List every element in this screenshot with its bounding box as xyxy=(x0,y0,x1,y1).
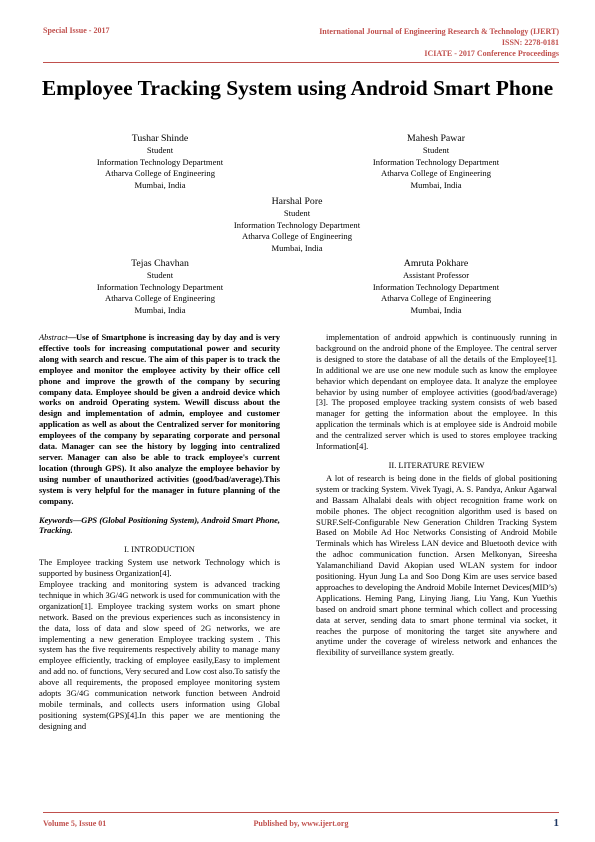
author-dept: Information Technology Department xyxy=(372,281,500,292)
intro-paragraph-continued: implementation of android appwhich is continuously running in background on the android phone of the Employee. The central server is designed to store the database of all the details of the Employee[1]. In additional we are use one new module such as know the employee behavior which dependant on employee data. It analyze the employee behavior by using number of employee activities (good/bad/average)[3]. The proposed employee tracking system consists of web based manager for getting the information about the employee. In this application the terminals which is at employee side is Android mobile and the centralized server which is used to stores employee tracking Information[4]. xyxy=(316,332,557,452)
abstract-text: —Use of Smartphone is increasing day by day and is very effective tools for increasing computational power and security along with search and rescue. The aim of this paper is to track the employee and monitor the employee activity by their office cell phone and improve the growth of the company by securing company data. Employee should be given a android device which works on android Operating system. Wewill discuss about the design and implementation of admin, employee and customer application as well as about the Centralized server for monitoring employees of the company by separating corporate and personal data. Manager can see the history by logging into centralized server. Manager can also be able to track employee's current location (through GPS). It also analyze the employee behavior by using number of unauthorized activities (good/bad/average).This system is very helpful for the manager in future planning of the company. xyxy=(39,332,280,506)
section-heading-introduction: I. INTRODUCTION xyxy=(124,544,195,555)
page-header xyxy=(43,26,559,62)
paper-title: Employee Tracking System using Android Smart Phone xyxy=(41,76,554,100)
author-college: Atharva College of Engineering xyxy=(241,231,352,242)
author-dept: Information Technology Department xyxy=(233,219,361,230)
author-city: Mumbai, India xyxy=(134,305,186,316)
author-role: Student xyxy=(283,207,311,218)
special-issue-label: Special Issue - 2017 xyxy=(43,26,110,35)
author-city: Mumbai, India xyxy=(410,180,462,191)
section-heading-literature-review: II. LITERATURE REVIEW xyxy=(388,459,485,470)
journal-name: International Journal of Engineering Research & Technology (IJERT) xyxy=(319,27,559,36)
footer-divider xyxy=(43,812,559,813)
author-college: Atharva College of Engineering xyxy=(380,293,491,304)
conference-name: ICIATE - 2017 Conference Proceedings xyxy=(424,49,559,58)
author-name: Tejas Chavhan xyxy=(131,258,189,269)
right-column xyxy=(316,332,557,658)
author-city: Mumbai, India xyxy=(134,180,186,191)
author-block xyxy=(336,133,536,192)
page-footer xyxy=(43,817,559,831)
author-role: Student xyxy=(146,144,174,155)
author-role: Student xyxy=(146,269,174,280)
author-city: Mumbai, India xyxy=(271,243,323,254)
intro-paragraph: The Employee tracking System use network Technology which is supported by business Organization[4]. xyxy=(39,557,280,579)
author-name: Mahesh Pawar xyxy=(407,133,465,144)
author-role: Student xyxy=(422,144,450,155)
author-name: Harshal Pore xyxy=(271,196,323,207)
author-block xyxy=(336,258,536,317)
header-divider xyxy=(43,62,559,63)
literature-paragraph: A lot of research is being done in the fields of global positioning system or tracking System. Vivek Tyagi, A. S. Pandya, Ankur Agarwal and Bassam Alhalabi deals with object recognition frame work on mobile phones. The object recognition algorithm used is based on SURF.Self-Configurable New Generation Children Tracking System Based on Mobile Ad Hoc Networks Consisting of Android Mobile Terminals which has Wireless LAN device and Bluetooth device with the adhoc communication function. Arsen Melkonyan, Sireesha Yalamanchiliand David Akopian used WLAN system for indoor positioning. Hyun Jung La and Soo Dong Kim are uses service based approaches to developing the Android Mobile Internet Devices(MID’s) Applications. Heming Pang, Linying Jiang, Liu Yang, Kun Yuethis based on android smart phone terminal which collect and processing data at server, sending data to smart phone terminal via socket, it reaches the purpose of monitoring the target site anywhere and anytime under the coverage of wireless network and enhances the flexibility of surveillance system greatly. xyxy=(316,472,557,658)
author-name: Tushar Shinde xyxy=(131,133,189,144)
author-dept: Information Technology Department xyxy=(96,156,224,167)
author-block xyxy=(60,133,260,192)
intro-paragraph: Employee tracking and monitoring system is advanced tracking technique in which 3G/4G network is used for communication with the organization[1]. Employee tracking system works on smart phone network. Based on the previous experiences such as inconsistency in the data, loss of data and slow speed of 2G networks, we are implementing a new generation Employee tracking system . This system has the five requirements respectively ability to manage many employee efficiently, tracking of employee easily,Easy to implement and add no. of functions, Very secured and Low cost also.To satisfy the above all requirements, the proposed employee monitoring system adopts 3G/4G communication network function between Android mobile terminals, and collects users information using Global positioning system(GPS)[4].In this paper we are mentioning the designing and xyxy=(39,579,280,731)
author-block xyxy=(60,258,260,317)
page-number: 1 xyxy=(553,817,559,829)
abstract-lead: Abstract xyxy=(39,332,68,342)
publisher-link[interactable]: Published by, www.ijert.org xyxy=(253,819,349,828)
author-dept: Information Technology Department xyxy=(372,156,500,167)
author-college: Atharva College of Engineering xyxy=(380,168,491,179)
abstract xyxy=(39,332,280,507)
keywords: Keywords—GPS (Global Positioning System), Android Smart Phone, Tracking. xyxy=(39,514,280,536)
journal-info xyxy=(319,26,559,59)
left-column xyxy=(39,332,280,732)
volume-issue: Volume 5, Issue 01 xyxy=(43,819,107,828)
author-college: Atharva College of Engineering xyxy=(104,168,215,179)
author-role: Assistant Professor xyxy=(402,269,470,280)
author-college: Atharva College of Engineering xyxy=(104,293,215,304)
author-name: Amruta Pokhare xyxy=(403,258,469,269)
issn: ISSN: 2278-0181 xyxy=(501,38,559,47)
author-block xyxy=(197,196,397,255)
author-dept: Information Technology Department xyxy=(96,281,224,292)
author-city: Mumbai, India xyxy=(410,305,462,316)
